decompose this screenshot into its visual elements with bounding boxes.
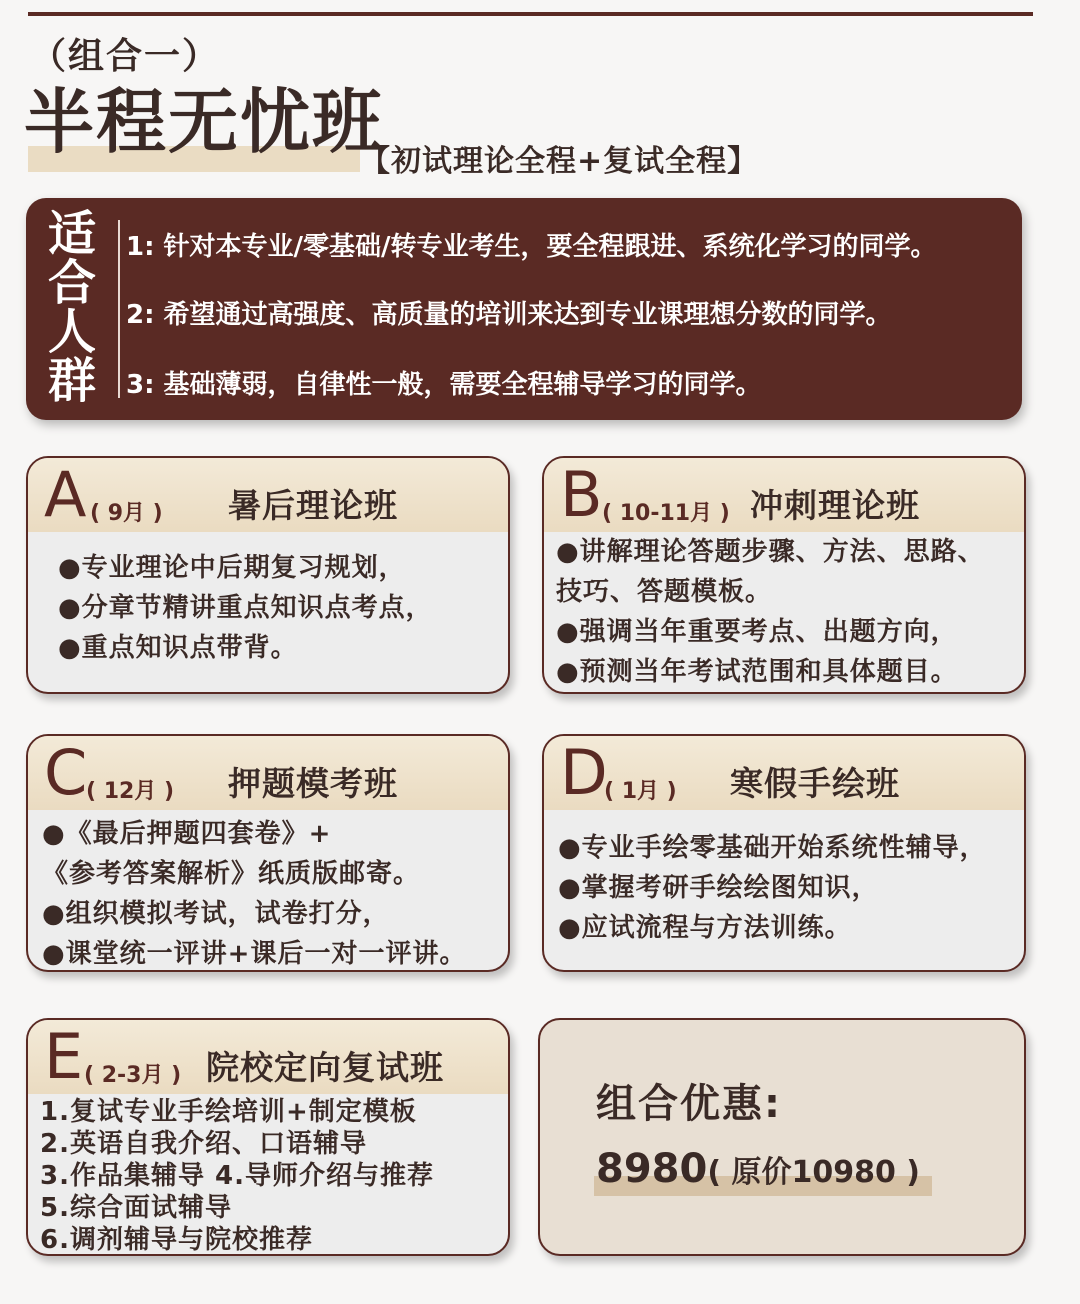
card-line: ●讲解理论答题步骤、方法、思路、	[556, 537, 985, 567]
card-body	[558, 828, 1018, 948]
promo-price	[596, 1146, 920, 1192]
card-month: ( 12月 )	[86, 779, 175, 804]
card-title: 押题模考班	[228, 764, 398, 803]
card-letter: B	[560, 458, 603, 531]
card-line: ●分章节精讲重点知识点考点，	[58, 593, 433, 623]
card-title: 暑后理论班	[228, 486, 398, 525]
card-letter: C	[44, 736, 88, 809]
card-line: ●应试流程与方法训练。	[558, 913, 852, 943]
combo-label: （组合一）	[30, 36, 221, 77]
promo-label: 组合优惠:	[596, 1081, 782, 1127]
card-line: ●预测当年考试范围和具体题目。	[556, 657, 958, 687]
page-subtitle: 【初试理论全程+复试全程】	[360, 144, 759, 179]
audience-label-char: 适	[47, 206, 96, 262]
promo-price-value: 8980	[596, 1146, 708, 1192]
course-card-d	[542, 734, 1026, 972]
course-card-a	[26, 456, 510, 694]
card-line: 技巧、答题模板。	[556, 577, 773, 607]
card-line: ●专业理论中后期复习规划，	[58, 553, 406, 583]
promo-card	[538, 1018, 1026, 1256]
card-title: 院校定向复试班	[206, 1048, 444, 1087]
card-line: ●组织模拟考试，试卷打分，	[42, 899, 390, 929]
card-month: ( 10-11月 )	[602, 501, 730, 526]
card-title: 冲刺理论班	[750, 486, 920, 525]
audience-divider	[118, 220, 120, 398]
card-letter: E	[44, 1020, 84, 1093]
card-letter: A	[44, 458, 87, 531]
card-month: ( 2-3月 )	[84, 1063, 182, 1088]
page-title: 半程无忧班	[24, 81, 384, 163]
card-title: 寒假手绘班	[730, 764, 900, 803]
audience-label-char: 群	[47, 353, 96, 409]
audience-label-char: 合	[47, 255, 96, 311]
card-line: 2.英语自我介绍、口语辅导	[40, 1129, 367, 1159]
course-card-c	[26, 734, 510, 972]
audience-panel	[26, 198, 1022, 420]
card-line: ●掌握考研手绘绘图知识，	[558, 873, 879, 903]
card-body	[40, 1096, 502, 1256]
card-line: 1.复试专业手绘培训+制定模板	[40, 1097, 417, 1127]
course-card-e	[26, 1018, 510, 1256]
card-body	[58, 548, 502, 668]
card-line: ●强调当年重要考点、出题方向，	[556, 617, 958, 647]
card-line: ●课堂统一评讲+课后一对一评讲。	[42, 939, 467, 969]
audience-item: 2: 希望通过高强度、高质量的培训来达到专业课理想分数的同学。	[126, 300, 892, 330]
audience-item: 1: 针对本专业/零基础/转专业考生，要全程跟进、系统化学习的同学。	[126, 232, 937, 262]
card-line: ●重点知识点带背。	[58, 633, 298, 663]
top-rule	[28, 12, 1033, 16]
card-line: 6.调剂辅导与院校推荐	[40, 1225, 313, 1255]
card-line: 3.作品集辅导 4.导师介绍与推荐	[40, 1161, 434, 1191]
card-month: ( 9月 )	[90, 501, 163, 526]
promo-original-price: ( 原价10980 )	[707, 1155, 921, 1190]
card-line: ●《最后押题四套卷》+	[42, 819, 332, 849]
card-line: 《参考答案解析》纸质版邮寄。	[42, 859, 421, 889]
audience-label	[42, 206, 102, 409]
card-line: ●专业手绘零基础开始系统性辅导，	[558, 833, 987, 863]
course-card-b	[542, 456, 1026, 694]
card-body	[556, 532, 1018, 692]
card-month: ( 1月 )	[604, 779, 677, 804]
card-line: 5.综合面试辅导	[40, 1193, 232, 1223]
audience-label-char: 人	[47, 304, 96, 360]
card-body	[42, 814, 502, 972]
audience-item: 3: 基础薄弱，自律性一般，需要全程辅导学习的同学。	[126, 370, 762, 400]
card-letter: D	[560, 736, 608, 809]
title-block	[24, 80, 384, 164]
